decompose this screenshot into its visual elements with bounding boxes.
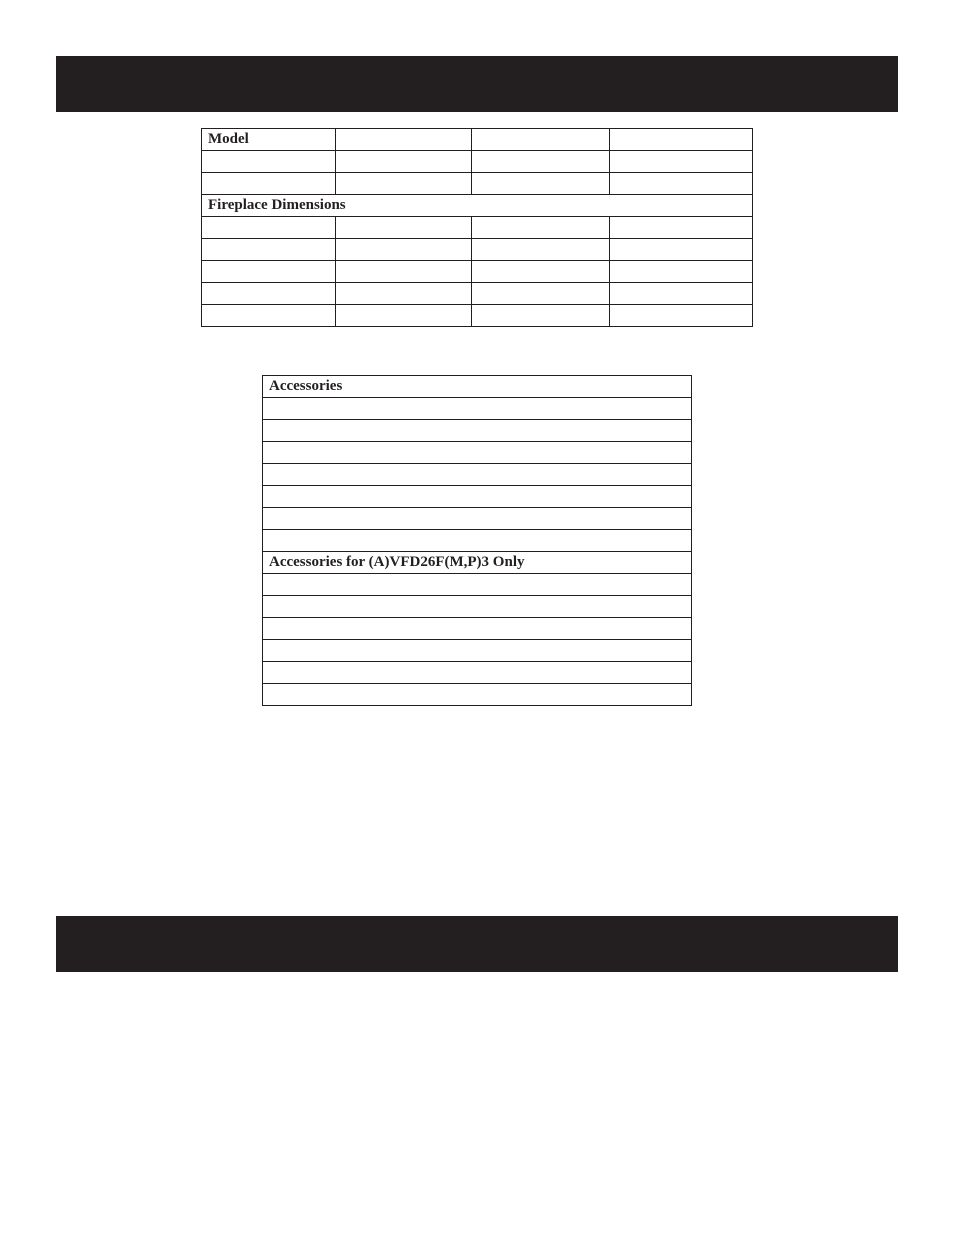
table-cell — [336, 217, 472, 239]
table-cell — [610, 217, 753, 239]
table-row — [263, 420, 692, 442]
table-cell — [263, 640, 692, 662]
table-cell — [263, 684, 692, 706]
table-row — [202, 151, 753, 173]
table-cell — [472, 217, 610, 239]
table-cell — [263, 464, 692, 486]
table-cell — [472, 239, 610, 261]
table-row — [202, 173, 753, 195]
table-cell — [202, 217, 336, 239]
table-row — [202, 239, 753, 261]
model-header-empty-cell — [336, 129, 472, 151]
table-row — [202, 283, 753, 305]
accessories-vfd-header-row — [263, 552, 692, 574]
section-header-banner-top — [56, 56, 898, 112]
table-cell — [263, 574, 692, 596]
table-cell — [263, 420, 692, 442]
table-row — [263, 530, 692, 552]
model-header-cell: Model — [202, 129, 336, 151]
table-cell — [472, 261, 610, 283]
fireplace-dimensions-header-row — [202, 195, 753, 217]
table-cell — [202, 239, 336, 261]
table-row — [202, 305, 753, 327]
table-row — [263, 486, 692, 508]
table-cell — [263, 508, 692, 530]
model-header-row — [202, 129, 753, 151]
table-cell — [202, 151, 336, 173]
model-header-empty-cell — [610, 129, 753, 151]
model-header-empty-cell — [472, 129, 610, 151]
table-cell — [472, 173, 610, 195]
table-row — [263, 508, 692, 530]
table-cell — [472, 151, 610, 173]
table-cell — [202, 283, 336, 305]
table-cell — [336, 173, 472, 195]
accessories-table — [262, 375, 692, 706]
table-cell — [263, 442, 692, 464]
table-row — [263, 618, 692, 640]
table-cell — [472, 305, 610, 327]
table-cell — [336, 239, 472, 261]
table-cell — [336, 261, 472, 283]
table-cell — [610, 151, 753, 173]
table-cell — [610, 305, 753, 327]
accessories-header-row — [263, 376, 692, 398]
table-row — [202, 217, 753, 239]
table-cell — [472, 283, 610, 305]
table-cell — [263, 618, 692, 640]
table-row — [263, 684, 692, 706]
table-cell — [263, 398, 692, 420]
table-cell — [336, 305, 472, 327]
table-row — [263, 662, 692, 684]
table-cell — [336, 151, 472, 173]
table-row — [263, 596, 692, 618]
table-cell — [610, 239, 753, 261]
table-row — [263, 442, 692, 464]
table-row — [202, 261, 753, 283]
table-cell — [263, 596, 692, 618]
table-row — [263, 398, 692, 420]
table-row — [263, 464, 692, 486]
section-header-banner-bottom — [56, 916, 898, 972]
table-row — [263, 574, 692, 596]
table-cell — [202, 305, 336, 327]
table-cell — [263, 530, 692, 552]
accessories-vfd-header-cell: Accessories for (A)VFD26F(M,P)3 Only — [263, 552, 692, 574]
table-cell — [202, 173, 336, 195]
table-cell — [610, 261, 753, 283]
table-cell — [610, 283, 753, 305]
table-cell — [263, 662, 692, 684]
accessories-header-cell: Accessories — [263, 376, 692, 398]
table-cell — [610, 173, 753, 195]
table-cell — [263, 486, 692, 508]
specifications-table — [201, 128, 753, 327]
table-row — [263, 640, 692, 662]
table-cell — [336, 283, 472, 305]
table-cell — [202, 261, 336, 283]
fireplace-dimensions-header-cell: Fireplace Dimensions — [202, 195, 753, 217]
